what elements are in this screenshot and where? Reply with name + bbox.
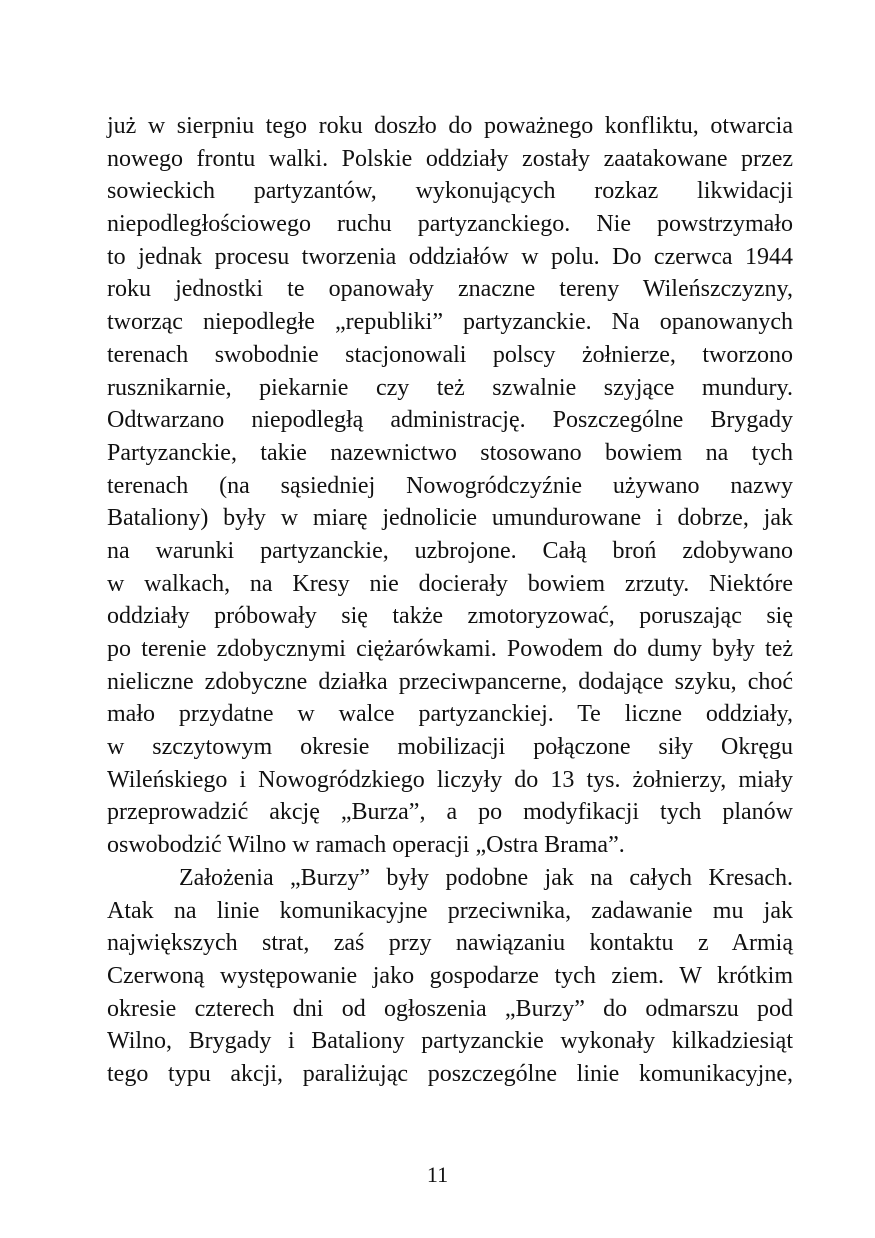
page-number: 11 [426, 1162, 449, 1187]
text-line: Wileńskiego i Nowogródzkiego liczyły do 13 tys. żołnierzy, miały [107, 766, 793, 793]
text-line: to jednak procesu tworzenia oddziałów w polu. Do czerwca 1944 [107, 243, 793, 270]
paragraph [107, 862, 793, 1091]
body-text [107, 110, 793, 1091]
text-line: największych strat, zaś przy nawiązaniu kontaktu z Armią [107, 930, 793, 957]
text-line: oswobodzić Wilno w ramach operacji „Ostra Brama”. [107, 832, 625, 859]
text-line: Odtwarzano niepodległą administrację. Poszczególne Brygady [107, 407, 793, 434]
text-line: roku jednostki te opanowały znaczne tereny Wileńszczyzny, [107, 276, 793, 303]
text-line: na warunki partyzanckie, uzbrojone. Całą broń zdobywano [107, 537, 793, 564]
text-line: terenach swobodnie stacjonowali polscy żołnierze, tworzono [107, 341, 793, 368]
text-line: rusznikarnie, piekarnie czy też szwalnie szyjące mundury. [107, 374, 793, 401]
text-line: Czerwoną występowanie jako gospodarze tych ziem. W krótkim [107, 962, 793, 989]
text-line: Atak na linie komunikacyjne przeciwnika, zadawanie mu jak [107, 897, 793, 924]
text-line: oddziały próbowały się także zmotoryzować, poruszając się [107, 603, 793, 630]
text-line: mało przydatne w walce partyzanckiej. Te liczne oddziały, [107, 701, 793, 728]
text-line: w walkach, na Kresy nie docierały bowiem zrzuty. Niektóre [107, 570, 793, 597]
text-line: Partyzanckie, takie nazewnictwo stosowano bowiem na tych [107, 439, 793, 466]
text-line: Bataliony) były w miarę jednolicie umundurowane i dobrze, jak [107, 505, 793, 532]
text-line: Założenia „Burzy” były podobne jak na całych Kresach. [179, 864, 793, 891]
text-line: niepodległościowego ruchu partyzanckiego. Nie powstrzymało [107, 211, 793, 238]
text-line: nowego frontu walki. Polskie oddziały zostały zaatakowane przez [107, 145, 793, 172]
text-line: tego typu akcji, paraliżując poszczególne linie komunikacyjne, [107, 1060, 793, 1087]
text-line: przeprowadzić akcję „Burza”, a po modyfikacji tych planów [107, 799, 793, 826]
text-line: nieliczne zdobyczne działka przeciwpancerne, dodające szyku, choć [107, 668, 793, 695]
text-line: Wilno, Brygady i Bataliony partyzanckie wykonały kilkadziesiąt [107, 1028, 793, 1055]
text-line: okresie czterech dni od ogłoszenia „Burzy” do odmarszu pod [107, 995, 793, 1022]
text-line: już w sierpniu tego roku doszło do poważnego konfliktu, otwarcia [107, 113, 793, 139]
text-line: sowieckich partyzantów, wykonujących rozkaz likwidacji [107, 178, 793, 205]
text-line: w szczytowym okresie mobilizacji połączone siły Okręgu [107, 734, 793, 761]
text-line: tworząc niepodległe „republiki” partyzanckie. Na opanowanych [107, 309, 793, 336]
text-line: po terenie zdobycznymi ciężarówkami. Powodem do dumy były też [107, 636, 793, 662]
text-line: terenach (na sąsiedniej Nowogródczyźnie używano nazwy [107, 472, 793, 499]
paragraph [107, 110, 793, 862]
